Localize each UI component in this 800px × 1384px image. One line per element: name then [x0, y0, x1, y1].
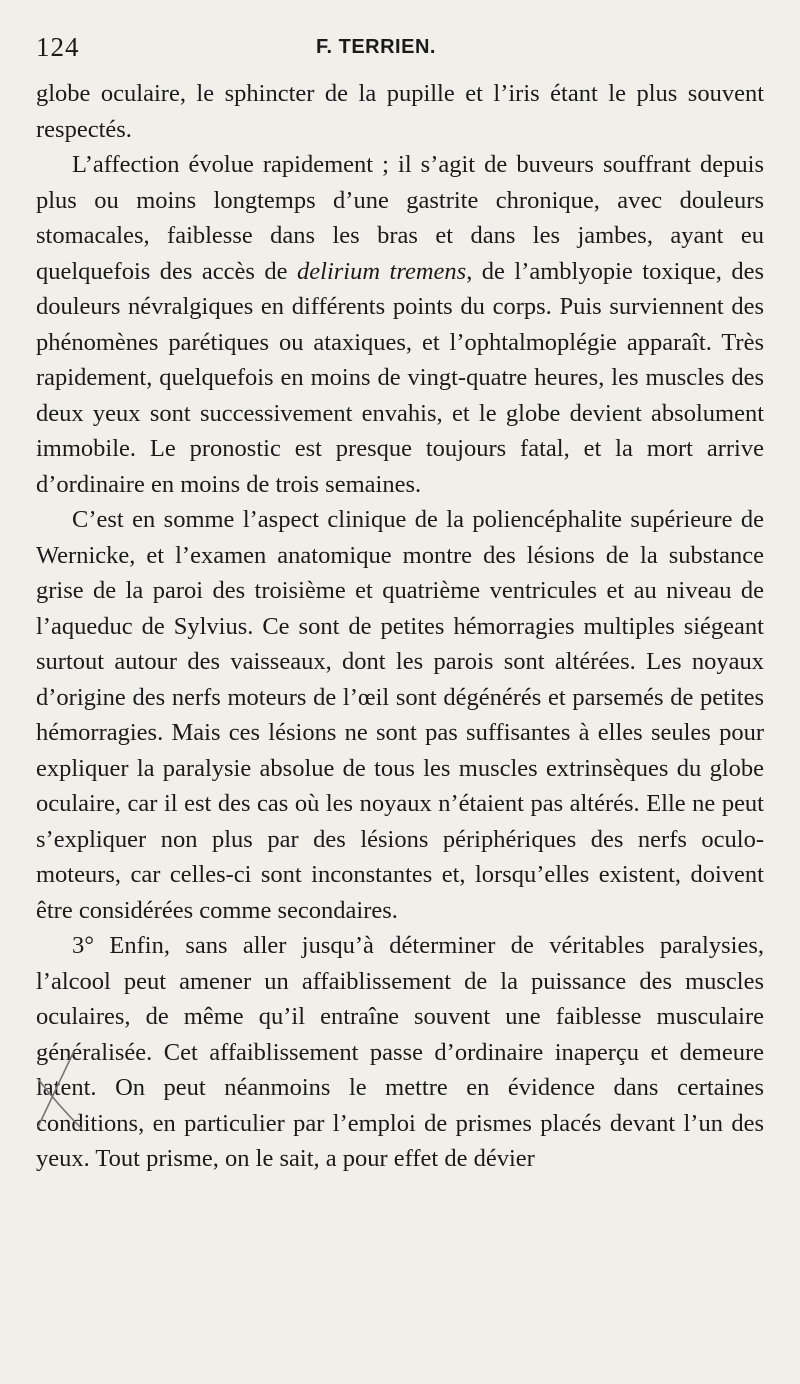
italic-term: delirium tremens: [297, 257, 467, 285]
paragraph-2-text-a: L’affection évolue rapidement ; il s’agit de buveurs souffrant depuis plus ou moins longtemps d’une gastrite chronique, avec douleurs stomacales, faiblesse dans les bras et dans les jambes, ayant eu quelquefois des accès de: [36, 151, 764, 285]
paragraph-3: C’est en somme l’aspect clinique de la poliencéphalite supérieure de Wernicke, et l’examen anatomique montre des lésions de la substance grise de la paroi des troisième et quatrième ventricules et au niveau de l’aqueduc de Sylvius. Ce sont de petites hémorragies multiples siégeant surtout autour des vaisseaux, dont les parois sont altérées. Les noyaux d’origine des nerfs moteurs de l’œil sont dégénérés et parsemés de petites hémorragies. Mais ces lésions ne sont pas suffisantes à elles seules pour expliquer la paralysie absolue de tous les muscles extrinsèques du globe oculaire, car il est des cas où les noyaux n’étaient pas altérés. Elle ne peut s’expliquer non plus par des lésions périphériques des nerfs oculo-moteurs, car celles-ci sont inconstantes et, lorsqu’elles existent, doivent être considérées comme secondaires.: [36, 506, 764, 924]
page-number: 124: [36, 32, 80, 62]
paragraph-4: 3° Enfin, sans aller jusqu’à déterminer de véritables paralysies, l’alcool peut amener un affaiblissement de la puissance des muscles oculaires, de même qu’il entraîne souvent une faiblesse musculaire généralisée. Cet affaiblissement passe d’ordinaire inaperçu et demeure latent. On peut néanmoins le mettre en évidence dans certaines conditions, en particulier par l’emploi de prismes placés devant l’un des yeux. Tout prisme, on le sait, a pour effet de dévier: [36, 932, 764, 1172]
body-text: [36, 76, 764, 1177]
running-head: F. TERRIEN.: [316, 36, 436, 58]
paragraph-1: globe oculaire, le sphincter de la pupille et l’iris étant le plus souvent respectés.: [36, 80, 764, 143]
page-header: [36, 30, 764, 70]
paragraph-2-text-b: , de l’amblyopie toxique, des douleurs névralgiques en différents points du corps. Puis surviennent des phénomènes parétiques ou ataxiques, et l’ophtalmoplégie apparaît. Très rapidement, quelquefois en moins de vingt-quatre heures, les muscles des deux yeux sont successivement envahis, et le globe devient absolument immobile. Le pronostic est presque toujours fatal, et la mort arrive d’ordinaire en moins de trois semaines.: [36, 257, 765, 498]
paragraph-2: [36, 147, 764, 502]
pencil-mark-icon: [28, 1045, 88, 1135]
